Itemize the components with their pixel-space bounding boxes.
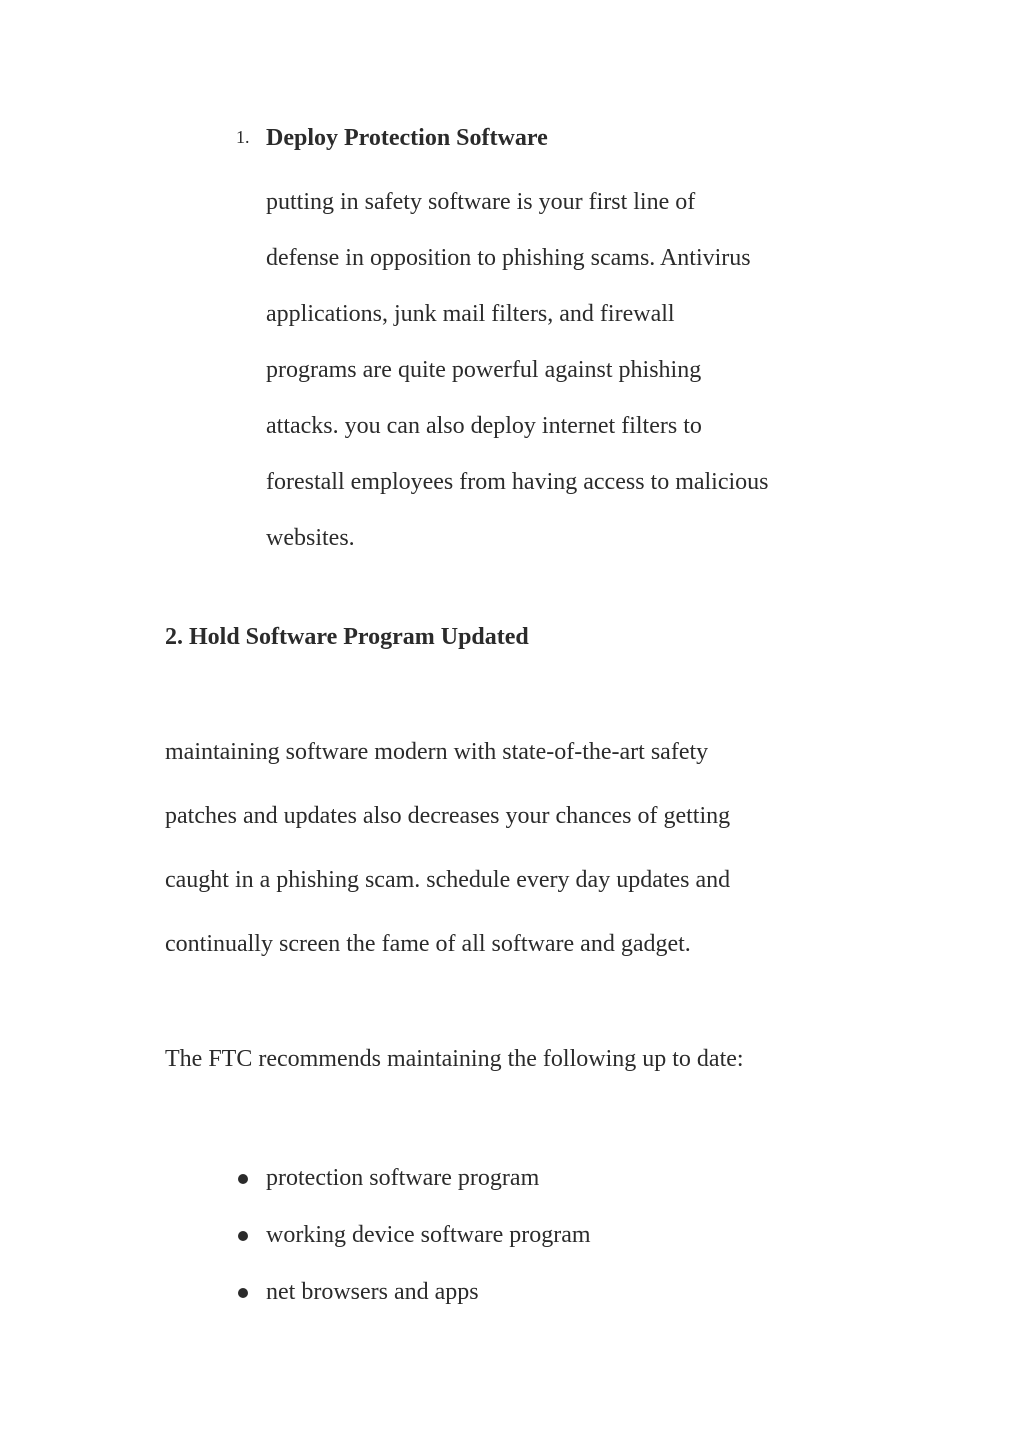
body-line: defense in opposition to phishing scams. Antivirus: [266, 245, 751, 271]
list-item-text: net browsers and apps: [266, 1279, 479, 1305]
body-line: caught in a phishing scam. schedule every day updates and: [165, 867, 731, 893]
body-line: maintaining software modern with state-of-the-art safety: [165, 739, 709, 765]
list-number: 1.: [236, 127, 250, 147]
ftc-intro: The FTC recommends maintaining the following up to date:: [165, 1046, 744, 1072]
body-line: programs are quite powerful against phishing: [266, 357, 702, 383]
body-line: websites.: [266, 525, 355, 551]
body-line: putting in safety software is your first line of: [266, 189, 696, 215]
bullet-icon: [238, 1288, 248, 1298]
bullet-icon: [238, 1231, 248, 1241]
body-line: patches and updates also decreases your chances of getting: [165, 803, 731, 829]
section-heading: 2. Hold Software Program Updated: [165, 624, 529, 650]
paragraph: [165, 720, 865, 976]
body-line: continually screen the fame of all software and gadget.: [165, 931, 691, 957]
list-item-text: protection software program: [266, 1165, 540, 1191]
body-line: attacks. you can also deploy internet filters to: [266, 413, 702, 439]
section-body: [266, 174, 866, 566]
body-line: applications, junk mail filters, and firewall: [266, 301, 675, 327]
body-line: forestall employees from having access to malicious: [266, 469, 769, 495]
list-item-text: working device software program: [266, 1222, 591, 1248]
bullet-icon: [238, 1174, 248, 1184]
section-title: Deploy Protection Software: [266, 125, 548, 151]
